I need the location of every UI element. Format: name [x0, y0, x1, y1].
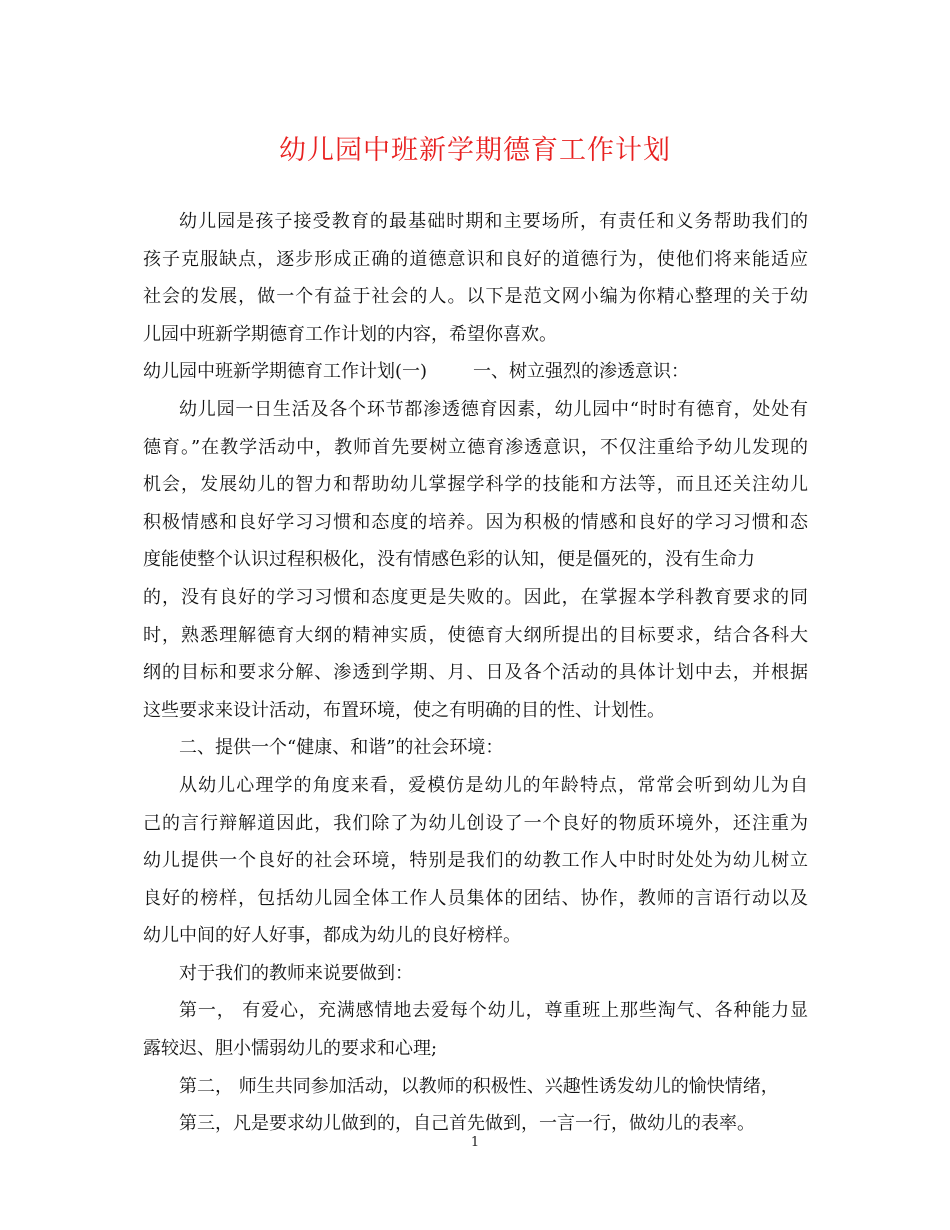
paragraph-line: 这些要求来设计活动，布置环境，使之有明确的目的性、计划性。 [143, 699, 665, 721]
paragraph-line: 第一， 有爱心，充满感情地去爱每个幼儿，尊重班上那些淘气、各种能力显 [179, 1000, 808, 1022]
document-body [143, 203, 808, 1143]
paragraph-line: 幼儿提供一个良好的社会环境，特别是我们的幼教工作人中时时处处为幼儿树立 [143, 850, 808, 872]
paragraph-line: 幼儿中间的好人好事，都成为幼儿的良好榜样。 [143, 925, 521, 947]
paragraph-line: 第三，凡是要求幼儿做到的，自己首先做到，一言一行，做幼儿的表率。 [179, 1113, 755, 1135]
paragraph-line: 的，没有良好的学习习惯和态度更是失败的。因此，在掌握本学科教育要求的同 [143, 586, 808, 608]
paragraph-line: 积极情感和良好学习习惯和态度的培养。因为积极的情感和良好的学习习惯和态 [143, 511, 808, 533]
section-heading: 二、提供一个“健康、和谐”的社会环境： [179, 737, 504, 759]
paragraph-line: 儿园中班新学期德育工作计划的内容，希望你喜欢。 [143, 323, 557, 345]
paragraph-line: 对于我们的教师来说要做到： [179, 962, 413, 984]
paragraph-line: 第二， 师生共同参加活动，以教师的积极性、兴趣性诱发幼儿的愉快情绪， [179, 1075, 779, 1097]
paragraph-line: 孩子克服缺点，逐步形成正确的道德意识和良好的道德行为，使他们将来能适应 [143, 248, 808, 270]
section-heading: 一、树立强烈的渗透意识： [473, 361, 690, 383]
paragraph-line: 幼儿园一日生活及各个环节都渗透德育因素，幼儿园中“时时有德育，处处有 [179, 398, 808, 420]
plan-heading: 幼儿园中班新学期德育工作计划(一) [143, 361, 428, 383]
document-title: 幼儿园中班新学期德育工作计划 [279, 135, 671, 166]
paragraph-line: 纲的目标和要求分解、渗透到学期、月、日及各个活动的具体计划中去，并根据 [143, 662, 808, 684]
paragraph-line: 机会，发展幼儿的智力和帮助幼儿掌握学科学的技能和方法等，而且还关注幼儿 [143, 474, 808, 496]
paragraph-line: 露较迟、胆小懦弱幼儿的要求和心理; [143, 1038, 438, 1060]
paragraph-line: 从幼儿心理学的角度来看，爱模仿是幼儿的年龄特点，常常会听到幼儿为自 [179, 774, 808, 796]
paragraph-line: 己的言行辩解道因此，我们除了为幼儿创设了一个良好的物质环境外，还注重为 [143, 812, 808, 834]
section-heading-line [143, 353, 808, 391]
paragraph-line: 德育。”在教学活动中，教师首先要树立德育渗透意识，不仅注重给予幼儿发现的 [143, 436, 808, 458]
paragraph-line: 良好的榜样，包括幼儿园全体工作人员集体的团结、协作，教师的言语行动以及 [143, 887, 808, 909]
paragraph-line: 社会的发展，做一个有益于社会的人。以下是范文网小编为你精心整理的关于幼 [143, 286, 808, 308]
paragraph-line: 幼儿园是孩子接受教育的最基础时期和主要场所，有责任和义务帮助我们的 [179, 211, 808, 232]
paragraph-line: 度能使整个认识过程积极化，没有情感色彩的认知，便是僵死的，没有生命力 [143, 549, 755, 571]
page-number: 1 [470, 1135, 480, 1150]
paragraph-line: 时，熟悉理解德育大纲的精神实质，使德育大纲所提出的目标要求，结合各科大 [143, 624, 808, 646]
